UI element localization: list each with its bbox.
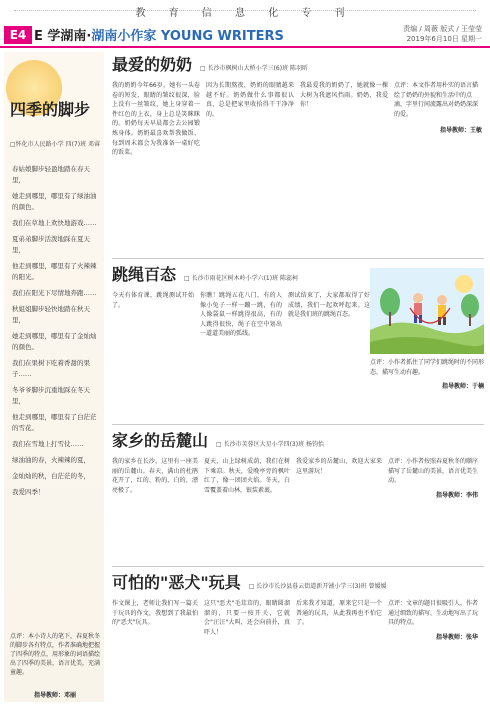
article-author: □ 长沙市枫树山大桥小学三(6)班 陈羽昕 — [200, 65, 308, 72]
jump-rope-illustration-svg — [370, 268, 484, 354]
poem-body — [12, 164, 100, 503]
article-teacher: 指导教师：李伟 — [435, 491, 478, 499]
article-author: □ 长沙市芙蓉区大星小学四(3)班 杨钧怡 — [216, 441, 324, 448]
article-comment: 点评：本文作者用朴实的语言描绘了奶奶的外貌和生活中的点滴，字里行间流露出对奶奶深深的爱。 — [394, 82, 479, 118]
article-paragraph: 夏天，山上绿树成荫，我们在树下乘凉。秋天，爱晚亭旁的枫叶红了，像一团团火焰。冬天，白雪覆盖着山林，银装素裹。 — [204, 458, 290, 494]
article-favorite-grandma — [112, 52, 484, 252]
article-paragraph: 作文课上，老师让我们写一篇关于玩具的作文，我想到了我最怕的"恶犬"玩具。 — [112, 600, 198, 627]
poem-line: 她走到哪里，哪里有了绿油油的颜色。 — [12, 192, 97, 211]
poem-line: 她走到哪里，哪里有了金灿灿的颜色。 — [12, 332, 97, 351]
poem-line: 冬爷爷脚步沉重地踩在冬天里， — [12, 386, 90, 405]
poem-line: 他走到哪里，哪里有了白茫茫的雪花。 — [12, 413, 97, 432]
divider — [112, 424, 484, 425]
issue-date: 2019年6月10日 星期一 — [406, 35, 482, 43]
top-band — [0, 0, 490, 22]
article-title: 最爱的奶奶 — [112, 55, 193, 74]
article-teacher: 指导教师：于楠 — [441, 383, 484, 391]
section-prefix: E 学湖南· — [34, 29, 92, 44]
article-paragraph: 后来我才知道，原来它只是一个普通的玩具，从此我再也不怕它了。 — [296, 600, 382, 627]
poem-line: 春姑娘脚步轻盈地踏在春天里， — [12, 165, 90, 184]
poem-line: 夏弟弟脚步活泼地踩在夏天里， — [12, 235, 90, 254]
article-author: □ 长沙市长沙县暮云街道新开铺小学三(3)班 曾媛媛 — [248, 583, 387, 590]
article-paragraph: 这只"恶犬"毛茸茸的，眼睛圆溜溜的，只要一按开关，它就会"汪汪"大叫，还会向前扑，真吓人！ — [204, 600, 290, 636]
article-yuelu-mountain — [112, 428, 484, 556]
editors-info — [403, 24, 482, 44]
section-title — [34, 25, 284, 44]
article-paragraph: 我爱家乡的岳麓山，欢迎大家来这里游玩！ — [296, 458, 382, 475]
page-header — [0, 24, 490, 48]
section-name: 湖南小作家 YOUNG WRITERS — [91, 29, 284, 44]
article-jump-rope-continued — [370, 358, 484, 390]
poem-title: 四季的脚步 — [10, 100, 91, 119]
article-title: 可怕的"恶犬"玩具 — [112, 573, 241, 592]
article-paragraph: 我的奶奶今年66岁，她有一头卷卷的短发，眼睛的皱纹很深，脸上没有一丝皱纹，她上身穿着一件红色的上衣，身上总是笑眯眯的。奶奶每天早晨都会去公园锻炼身体。奶奶最喜欢帮我做饭、每到周末都会为我准备一桌好吃的饭菜。 — [112, 82, 200, 157]
poem-line: 金灿灿的秋，白茫茫的冬， — [12, 472, 90, 480]
divider — [112, 566, 484, 567]
top-band-dotted-line — [14, 10, 476, 11]
poem-line: 秋姐姐脚步轻快地踏在秋天里， — [12, 305, 90, 324]
poem-line: 我们在果树下吃着香甜的果子…… — [12, 359, 90, 378]
article-title: 跳绳百态 — [112, 265, 177, 284]
editors-line: 责编 / 周薇 版式 / 王莹莹 — [403, 25, 482, 33]
poem-line: 绿油油的春，火辣辣的夏， — [12, 456, 90, 464]
article-comment: 点评：小作者抓住了同学们跳绳时的不同形态，描写生动有趣。 — [370, 359, 485, 376]
page-tag: E4 — [4, 26, 32, 44]
article-paragraph: 我最爱我的奶奶了，她就像一棵大树为我遮风挡雨。奶奶，我爱你！ — [300, 82, 388, 109]
poem-line: 我们在雪地上打雪仗…… — [12, 440, 84, 448]
poem-line: 我们在草地上欢快地游戏…… — [12, 219, 97, 227]
article-comment: 点评：小作者按照春夏秋冬的顺序描写了岳麓山的美景，语言优美生动。 — [388, 458, 479, 485]
poem-line: 我们在阳光下尽情地奔跑…… — [12, 289, 97, 297]
article-paragraph: 测试结束了，大家都取得了好成绩，我们一起欢呼起来。这就是我们班的跳绳百态。 — [288, 292, 370, 319]
article-paragraph: 你瞧！跳绳五花八门，有的人像小兔子一样一蹦一跳，有的人像袋鼠一样跳得很高，有的人跳得很快，绳子在空中划出一道道美丽的弧线。 — [200, 292, 282, 338]
poem-line: 他走到哪里，哪里有了火辣辣的阳光。 — [12, 262, 97, 281]
poem-author: □怀化市人民路小学 四(7)班 邓睿 — [10, 141, 100, 148]
article-scary-dog-toy — [112, 570, 484, 704]
poem-teacher: 指导教师：邓丽 — [34, 692, 77, 699]
poem-comment: 点评：本小诗人的笔下，春夏秋冬的脚步各有特点，作者准确地把握了四季的特点，用形象的词语描绘出了四季的美景，语言优美，充满童趣。 — [10, 633, 101, 676]
article-teacher: 指导教师：王敏 — [439, 127, 482, 135]
article-title: 家乡的岳麓山 — [112, 431, 209, 450]
article-paragraph: 今天有体育课，跳绳测试开始了。 — [112, 292, 194, 309]
article-teacher: 指导教师：张华 — [435, 633, 478, 641]
article-comment: 点评：文章的题目很吸引人，作者通过细致的描写，生动地写出了玩具的特点。 — [388, 600, 479, 627]
poem-line: 我爱四季！ — [12, 488, 45, 496]
divider — [112, 258, 484, 259]
top-band-text: 教 育 信 息 化 专 刊 — [135, 7, 355, 19]
article-paragraph: 因为长期熬夜，奶奶的眼睛越来越不好。奶奶做什么事都很认真，总是把家里收拾得干干净净的。 — [206, 82, 294, 118]
left-column — [4, 52, 104, 702]
jump-rope-illustration — [370, 268, 484, 354]
article-paragraph: 我的家乡在长沙，这里有一座美丽的岳麓山。春天，满山的杜鹃花开了，红的、粉的、白的，漂亮极了。 — [112, 458, 198, 494]
article-author: □ 长沙市雨花区树木岭小学六(1)班 陈蕊柯 — [184, 275, 298, 282]
